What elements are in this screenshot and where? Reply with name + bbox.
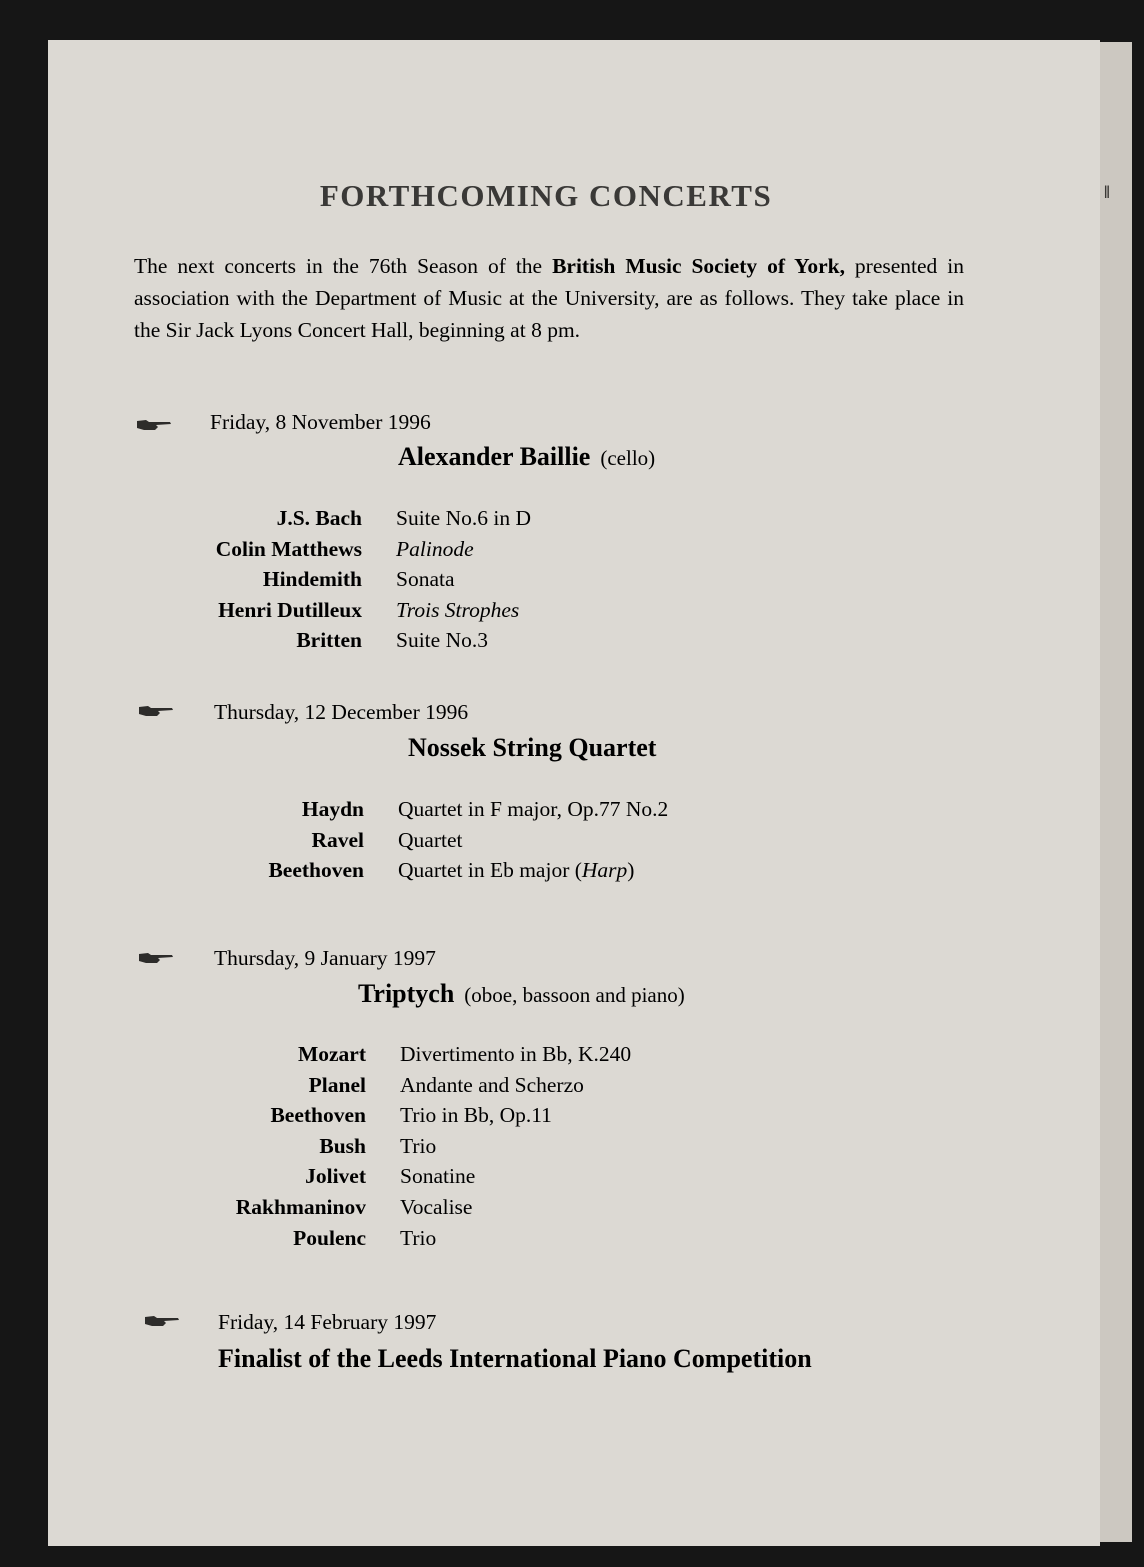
work: Quartet	[398, 827, 463, 852]
programme-row	[172, 828, 732, 859]
composer: Britten	[296, 628, 362, 653]
programme-row	[174, 1073, 734, 1104]
concert-date: Friday, 14 February 1997	[218, 1310, 437, 1334]
work: Trois Strophes	[396, 597, 520, 622]
pointing-hand-icon	[136, 419, 172, 431]
work: Andante and Scherzo	[400, 1072, 584, 1097]
work: Suite No.3	[396, 628, 488, 653]
adjacent-page-edge	[1098, 42, 1132, 1542]
composer: Ravel	[311, 827, 364, 852]
intro-text-1: The next concerts in the 76th Season of the	[134, 254, 553, 278]
composer: Bush	[319, 1133, 366, 1158]
programme-row	[174, 1164, 734, 1195]
composer: Haydn	[301, 797, 364, 821]
programme-row	[174, 1226, 734, 1257]
composer: Hindemith	[262, 567, 362, 592]
composer: Beethoven	[270, 1103, 366, 1128]
work-suffix: )	[627, 858, 635, 883]
work: Sonatine	[400, 1164, 476, 1189]
concert-programme	[170, 506, 730, 659]
composer: Colin Matthews	[215, 536, 362, 561]
society-name: British Music Society of York,	[552, 254, 845, 278]
programme-row	[174, 1195, 734, 1226]
programme-row	[170, 628, 730, 659]
programme-row	[174, 1103, 734, 1134]
work-prefix: Quartet in Eb major (	[398, 858, 582, 883]
composer: Planel	[308, 1072, 366, 1097]
concert-programme	[174, 1042, 734, 1256]
pointing-hand-icon	[138, 705, 174, 717]
concert-performer	[408, 733, 666, 763]
edge-mark: ‖	[1104, 182, 1110, 202]
work: Vocalise	[400, 1194, 473, 1219]
concert-date: Thursday, 12 December 1996	[214, 700, 469, 724]
concert-date: Friday, 8 November 1996	[210, 410, 431, 434]
performer-name: Triptych	[358, 979, 455, 1008]
programme-row	[170, 506, 730, 537]
composer: Jolivet	[305, 1164, 366, 1189]
programme-row	[174, 1134, 734, 1165]
pointing-hand-icon	[138, 952, 174, 964]
composer: J.S. Bach	[276, 506, 362, 530]
composer: Mozart	[297, 1042, 366, 1066]
intro-text-2: presented in association with the Department of Music at the University, are as follows. They take place in the Sir Jack Lyons Concert Hall, beginning at 8 pm.	[134, 254, 964, 342]
work: Sonata	[396, 567, 455, 592]
work: Trio in Bb, Op.11	[400, 1103, 552, 1128]
programme-row	[174, 1042, 734, 1073]
pointing-hand-icon	[144, 1315, 180, 1327]
work: Trio	[400, 1133, 437, 1158]
composer: Rakhmaninov	[235, 1194, 366, 1219]
concert-performer	[398, 442, 655, 472]
work: Quartet in F major, Op.77 No.2	[398, 797, 669, 821]
performer-instrument: (cello)	[600, 446, 656, 470]
work: Suite No.6 in D	[396, 506, 531, 530]
programme-row	[172, 858, 732, 889]
programme-row	[170, 598, 730, 629]
intro-paragraph	[134, 250, 964, 346]
programme-row	[170, 567, 730, 598]
concert-performer	[358, 979, 685, 1009]
work-nickname: Harp	[581, 858, 628, 883]
work: Trio	[400, 1225, 437, 1250]
page-title: FORTHCOMING CONCERTS	[319, 178, 773, 213]
work: Divertimento in Bb, K.240	[400, 1042, 632, 1066]
concert-date: Thursday, 9 January 1997	[214, 946, 436, 970]
performer-name: Nossek String Quartet	[408, 733, 657, 762]
composer: Henri Dutilleux	[218, 597, 362, 622]
concert-performer: Finalist of the Leeds International Piano Competition	[218, 1344, 812, 1373]
performer-name: Alexander Baillie	[398, 442, 591, 471]
concert-programme	[172, 797, 732, 889]
programme-row	[170, 537, 730, 568]
work	[398, 858, 732, 883]
performer-instrument: (oboe, bassoon and piano)	[464, 983, 685, 1007]
work: Palinode	[396, 536, 474, 561]
composer: Beethoven	[268, 858, 364, 883]
composer: Poulenc	[293, 1225, 366, 1250]
programme-row	[172, 797, 732, 828]
